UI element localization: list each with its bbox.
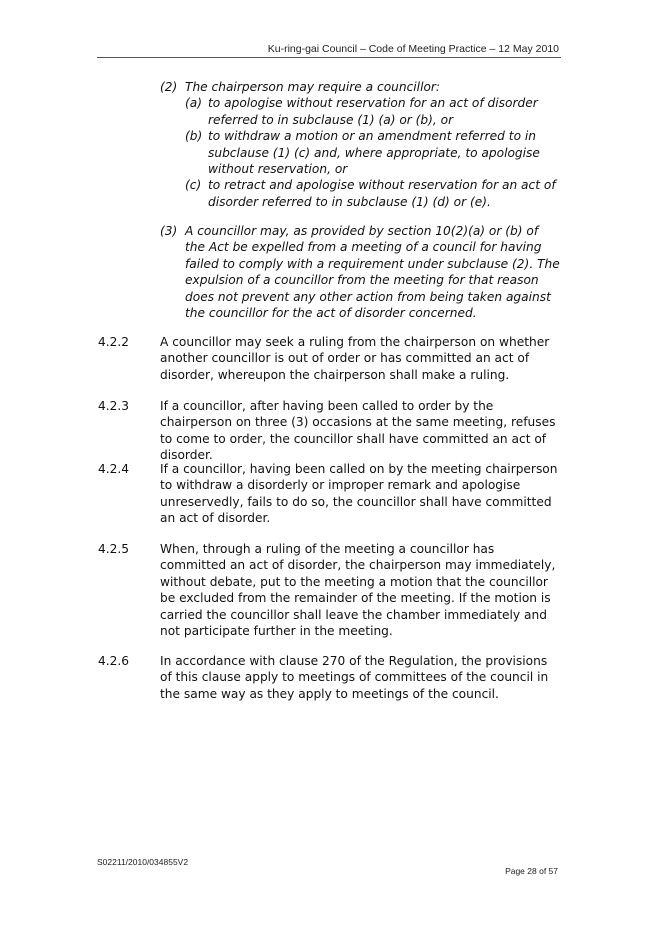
item-letter: (b) [185, 129, 203, 144]
quote-subclause-3 [160, 223, 560, 321]
quote-3-body [160, 223, 560, 321]
quote-2-item-a [160, 95, 560, 128]
clause-number: 4.2.5 [98, 542, 130, 556]
clause-4-2-6 [98, 653, 560, 702]
page-header: Ku-ring-gai Council – Code of Meeting Practice – 12 May 2010 [267, 43, 559, 55]
quote-2-item-b [160, 128, 560, 177]
clause-text: If a councillor, after having been called to order by the chairperson on three (3) occasions at the same meeting, refuses to come to order, the councillor shall have committed an act of disorder. [160, 399, 556, 463]
quote-2-number: (2) [160, 80, 178, 94]
header-rule [97, 57, 561, 58]
quote-2-intro: The chairperson may require a councillor: [185, 80, 441, 94]
clause-number: 4.2.3 [98, 399, 130, 413]
clause-number: 4.2.2 [98, 335, 130, 349]
clause-text: A councillor may seek a ruling from the chairperson on whether another councillor is out of order or has committed an act of disorder, whereupon the chairperson shall make a ruling. [160, 335, 550, 382]
clause-number: 4.2.6 [98, 654, 130, 668]
quote-3-text: A councillor may, as provided by section 10(2)(a) or (b) of the Act be expelled from a meeting of a council for having failed to comply with a requirement under subclause (2). The expulsion of a councillor from the meeting for that reason does not prevent any other action from being taken against the councillor for the act of disorder concerned. [185, 224, 560, 321]
clause-text: In accordance with clause 270 of the Regulation, the provisions of this clause apply to meetings of committees of the council in the same way as they apply to meetings of the council. [160, 654, 549, 701]
clause-4-2-2 [98, 334, 560, 383]
clause-4-2-3 [98, 398, 560, 464]
quote-3-number: (3) [160, 224, 178, 238]
item-text: to withdraw a motion or an amendment referred to in subclause (1) (c) and, where appropriate, to apologise without reservation, or [208, 129, 540, 177]
item-text: to retract and apologise without reservation for an act of disorder referred to in subclause (1) (d) or (e). [208, 178, 556, 209]
quote-2-intro-line [160, 79, 560, 95]
item-text: to apologise without reservation for an act of disorder referred to in subclause (1) (a) or (b), or [208, 96, 538, 127]
quote-subclause-2 [160, 79, 560, 210]
item-letter: (c) [185, 178, 202, 193]
quote-2-item-c [160, 177, 560, 210]
clause-text: If a councillor, having been called on by the meeting chairperson to withdraw a disorderly or improper remark and apologise unreservedly, fails to do so, the councillor shall have committed an act of disorder. [160, 462, 558, 526]
clause-number: 4.2.4 [98, 462, 130, 476]
page-number: Page 28 of 57 [505, 866, 558, 876]
clause-4-2-4 [98, 461, 560, 527]
item-letter: (a) [185, 96, 202, 111]
clause-4-2-5 [98, 541, 560, 639]
document-reference: S02211/2010/034855V2 [97, 857, 189, 867]
clause-text: When, through a ruling of the meeting a councillor has committed an act of disorder, the chairperson may immediately, without debate, put to the meeting a motion that the councillor be excluded from the remainder of the meeting. If the motion is carried the councillor shall leave the chamber immediately and not participate further in the meeting. [160, 542, 556, 639]
